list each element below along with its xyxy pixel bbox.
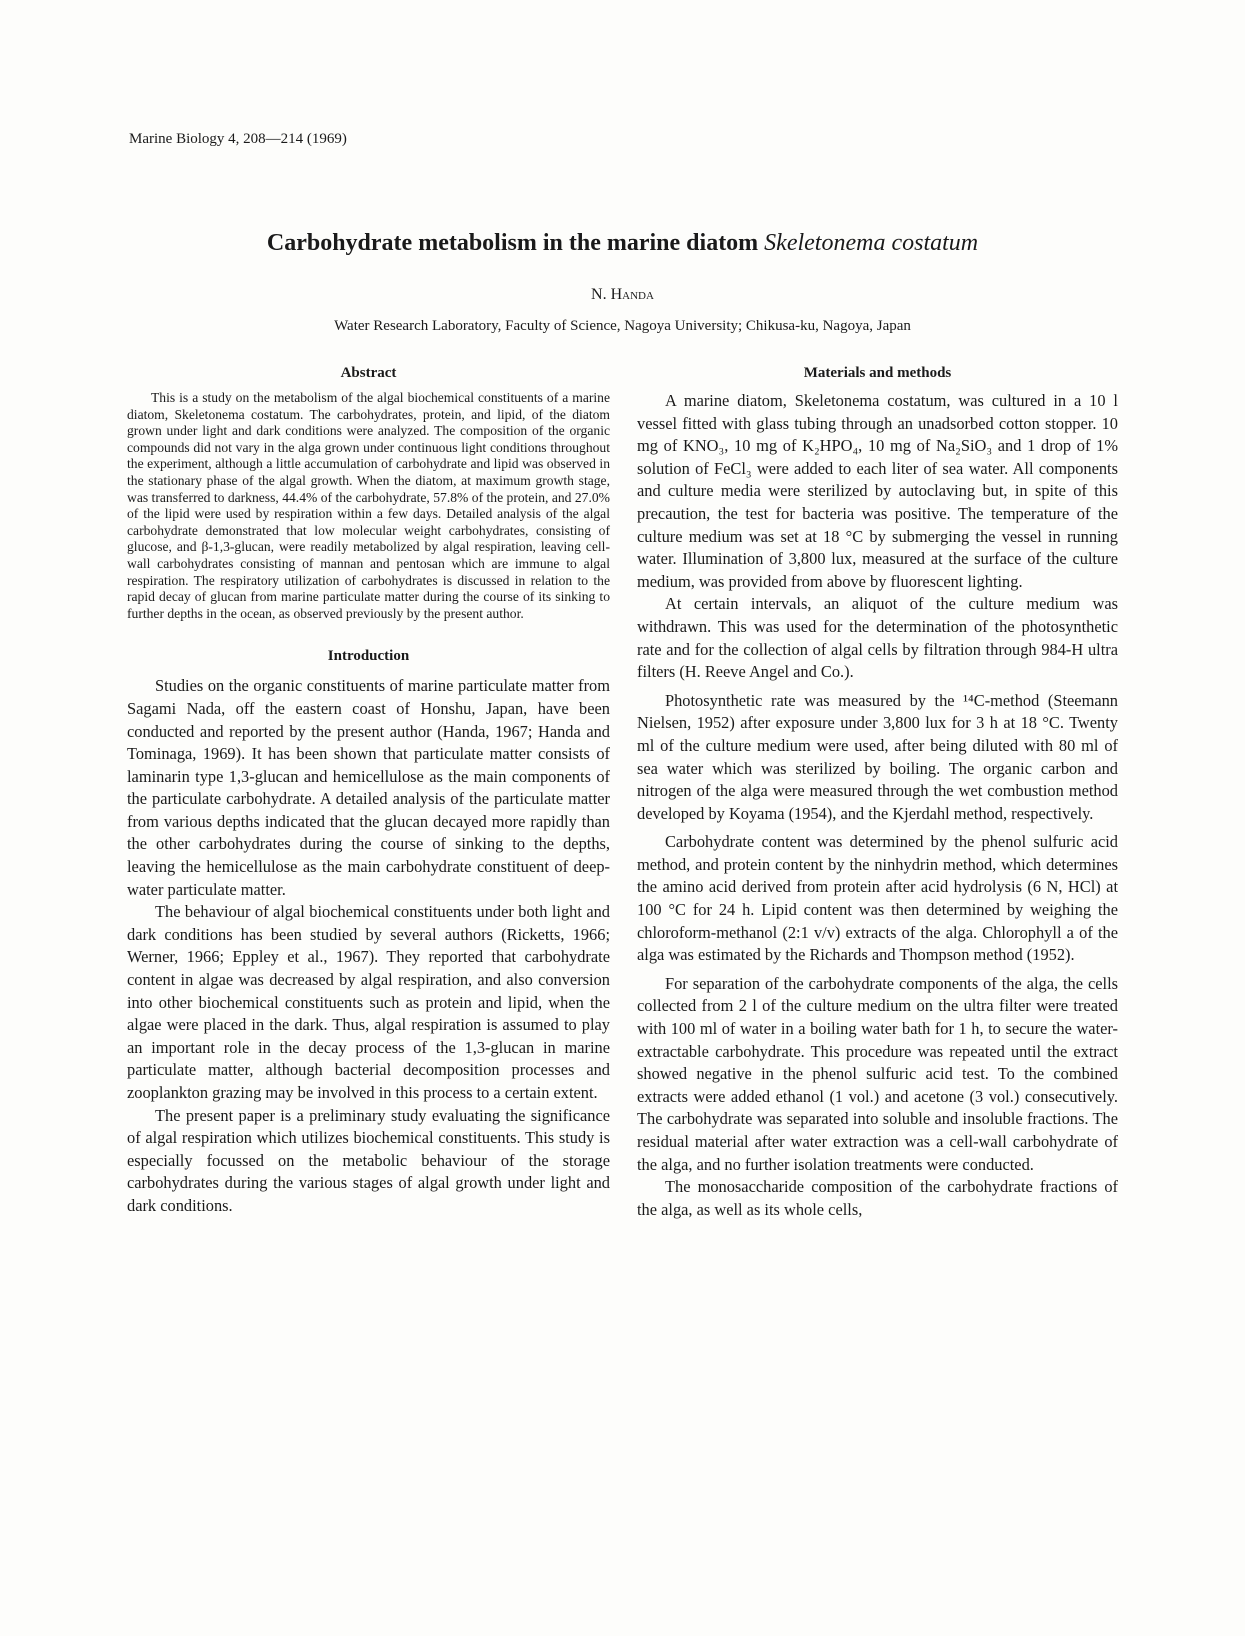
abstract-text: This is a study on the metabolism of the algal biochemical constituents of a marine diatom, Skeletonema costatum. The carbohydrates, protein, and lipid, of the diatom grown under light and dark conditions were analyzed. The composition of the organic compounds did not vary in the alga grown under continuous light conditions throughout the experiment, although a little accumulation of carbohydrate and lipid was observed in the stationary phase of the algal growth. When the diatom, at maximum growth stage, was transferred to darkness, 44.4% of the carbohydrate, 57.8% of the protein, and 27.0% of the lipid were used by respiration within a few days. Detailed analysis of the algal carbohydrate demonstrated that low molecular weight carbohydrates, consisting of glucose, and β-1,3-glucan, were readily metabolized by algal respiration, leaving cell-wall carbohydrates consisting of mannan and pentosan which are immune to algal respiration. The respiratory utilization of carbohydrates is discussed in relation to the rapid decay of glucan from marine particulate matter during the course of its sinking to further depths in the ocean, as observed previously by the present author. <box>127 390 610 621</box>
methods-paragraph: Photosynthetic rate was measured by the ¹⁴C-method (Steemann Nielsen, 1952) after exposure under 3,800 lux for 3 h at 18 °C. Twenty ml of the culture medium were used, after being diluted with 80 ml of sea water which was sterilized by boiling. The organic carbon and nitrogen of the alga were measured through the wet combustion method developed by Koyama (1954), and the Kjerdahl method, respectively. <box>637 690 1118 823</box>
methods-paragraph: For separation of the carbohydrate components of the alga, the cells collected from 2 l of the culture medium on the ultra filter were treated with 100 ml of water in a boiling water bath for 1 h, to secure the water-extractable carbohydrate. This procedure was repeated until the extract showed negative in the phenol sulfuric acid test. To the combined extracts were added ethanol (1 vol.) and acetone (3 vol.) consecutively. The carbohydrate was separated into soluble and insoluble fractions. The residual material after water extraction was a cell-wall carbohydrate of the alga, and no further isolation treatments were conducted. <box>637 973 1118 1174</box>
title-main: Carbohydrate metabolism in the marine diatom <box>266 230 765 256</box>
intro-paragraph: The present paper is a preliminary study evaluating the significance of algal respiration which utilizes biochemical constituents. This study is especially focussed on the metabolic behaviour of the storage carbohydrates during the various stages of algal growth under light and dark conditions. <box>127 1105 610 1215</box>
journal-citation: Marine Biology 4, 208—214 (1969) <box>129 131 347 147</box>
title-species: Skeletonema costatum <box>764 230 979 256</box>
methods-paragraph: The monosaccharide composition of the carbohydrate fractions of the alga, as well as its whole cells, <box>637 1177 1118 1219</box>
intro-paragraph: Studies on the organic constituents of marine particulate matter from Sagami Nada, off the eastern coast of Honshu, Japan, have been conducted and reported by the present author (Handa, 1967; Handa and Tominaga, 1969). It has been shown that particulate matter consists of laminarin type 1,3-glucan and hemicellulose as the main components of the particulate carbohydrate. A detailed analysis of the particulate matter from various depths indicated that the glucan decayed more rapidly than the other carbohydrates during the course of sinking to the depths, leaving the hemicellulose as the main carbohydrate constituent of deep-water particulate matter. <box>127 676 610 899</box>
right-column <box>637 365 1118 1221</box>
paper-title <box>0 230 1245 257</box>
methods-paragraph: Carbohydrate content was determined by the phenol sulfuric acid method, and protein content by the ninhydrin method, which determines the amino acid derived from protein after acid hydrolysis (6 N, HCl) at 100 °C for 24 h. Lipid content was then determined by weighing the chloroform-methanol (2:1 v/v) extracts of the alga. Chlorophyll a of the alga was estimated by the Richards and Thompson method (1952). <box>637 832 1118 965</box>
left-column <box>127 365 610 1218</box>
author-affiliation: Water Research Laboratory, Faculty of Science, Nagoya University; Chikusa-ku, Nagoya, Japan <box>334 318 911 334</box>
abstract-heading: Abstract <box>340 365 397 381</box>
introduction-heading: Introduction <box>327 648 410 665</box>
methods-paragraph: At certain intervals, an aliquot of the culture medium was withdrawn. This was used for the determination of the photosynthetic rate and for the collection of algal cells by filtration through 984-H ultra filters (H. Reeve Angel and Co.). <box>637 594 1118 682</box>
methods-heading: Materials and methods <box>803 365 952 381</box>
intro-paragraph: The behaviour of algal biochemical constituents under both light and dark conditions has been studied by several authors (Ricketts, 1966; Werner, 1966; Eppley et al., 1967). They reported that carbohydrate content in algae was decreased by algal respiration, and also conversion into other biochemical constituents such as protein and lipid, when the algae were placed in the dark. Thus, algal respiration is assumed to play an important role in the decay process of the 1,3-glucan in marine particulate matter, although bacterial decomposition processes and zooplankton grazing may be involved in this process to a certain extent. <box>127 902 610 1102</box>
methods-paragraph: A marine diatom, Skeletonema costatum, was cultured in a 10 l vessel fitted with glass tubing through an unadsorbed cotton stopper. 10 mg of KNO₃, 10 mg of K₂HPO₄, 10 mg of Na₂SiO₃ and 1 drop of 1% solution of FeCl₃ were added to each liter of sea water. All components and culture media were sterilized by autoclaving but, in spite of this precaution, the test for bacteria was positive. The temperature of the culture medium was set at 18 °C by submerging the vessel in running water. Illumination of 3,800 lux, measured at the surface of the culture medium, was provided from above by fluorescent lighting. <box>637 391 1118 591</box>
author-name: N. Handa <box>591 286 654 303</box>
